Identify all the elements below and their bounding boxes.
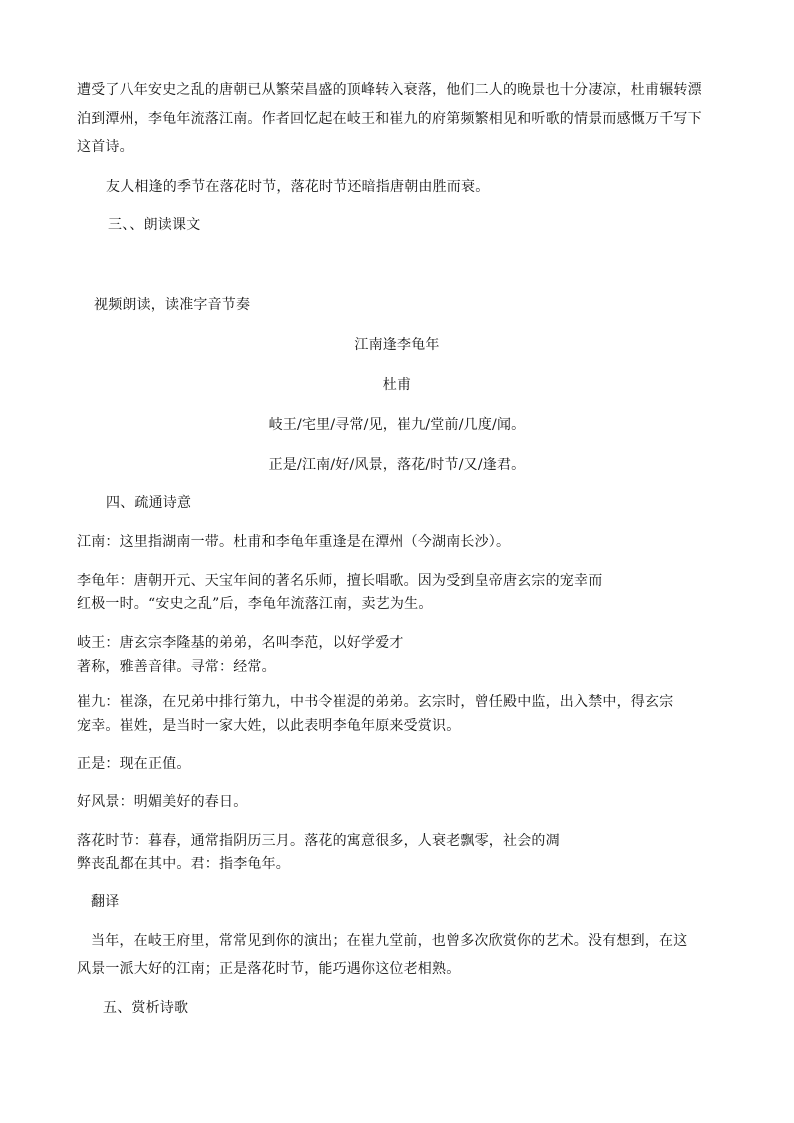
gloss-liguinian-line-1: 李龟年：唐朝开元、天宝年间的著名乐师，擅长唱歌。因为受到皇帝唐玄宗的宠幸而	[77, 573, 603, 589]
intro-line-2: 泊到潭州，李龟年流落江南。作者回忆起在岐王和崔九的府第频繁相见和听歌的情景而感慨万千写下	[77, 111, 702, 127]
section-3-heading: 三、、朗读课文	[108, 217, 201, 233]
gloss-luohua-line-1: 落花时节：暮春，通常指阴历三月。落花的寓意很多，人衰老飘零，社会的凋	[77, 833, 560, 849]
gloss-jiangnan: 江南：这里指湖南一带。杜甫和李龟年重逢是在潭州（今湖南长沙）。	[77, 534, 511, 550]
section-3-note: 视频朗读，读准字音节奏	[94, 297, 251, 313]
gloss-cuijiu-line-1: 崔九：崔涤，在兄弟中排行第九，中书令崔湜的弟弟。玄宗时，曾任殿中监，出入禁中，得玄宗	[77, 694, 674, 710]
gloss-haofengjing: 好风景：明媚美好的春日。	[77, 794, 248, 810]
poem-author: 杜甫	[382, 377, 412, 393]
section-5-heading: 五、赏析诗歌	[103, 1000, 189, 1016]
poem-line-1: 岐王/宅里/寻常/见，崔九/堂前/几度/闻。	[268, 417, 526, 433]
gloss-zhengshi: 正是：现在正值。	[77, 756, 191, 772]
translation-line-2: 风景一派大好的江南；正是落花时节，能巧遇你这位老相熟。	[77, 961, 461, 977]
gloss-liguinian-line-2: 红极一时。“安史之乱”后，李龟年流落江南，卖艺为生。	[77, 596, 433, 612]
translation-line-1: 当年，在岐王府里，常常见到你的演出；在崔九堂前，也曾多次欣赏你的艺术。没有想到，在这	[91, 933, 688, 949]
intro-line-3: 这首诗。	[77, 139, 134, 155]
intro-line-1: 遭受了八年安史之乱的唐朝已从繁荣昌盛的顶峰转入衰落，他们二人的晚景也十分凄凉，杜甫辗转漂	[77, 82, 702, 98]
gloss-luohua-line-2: 弊丧乱都在其中。君：指李龟年。	[77, 856, 290, 872]
intro-line-4: 友人相逢的季节在落花时节，落花时节还暗指唐朝由胜而衰。	[106, 179, 490, 195]
section-4-heading: 四、疏通诗意	[106, 495, 192, 511]
gloss-qiwang-line-2: 著称，雅善音律。寻常：经常。	[77, 659, 276, 675]
poem-title: 江南逢李龟年	[354, 337, 440, 353]
gloss-qiwang-line-1: 岐王：唐玄宗李隆基的弟弟，名叫李范，以好学爱才	[77, 635, 404, 651]
translation-heading: 翻译	[91, 894, 120, 910]
gloss-cuijiu-line-2: 宠幸。崔姓，是当时一家大姓，以此表明李龟年原来受赏识。	[77, 718, 461, 734]
poem-line-2: 正是/江南/好/风景，落花/时节/又/逢君。	[268, 457, 526, 473]
